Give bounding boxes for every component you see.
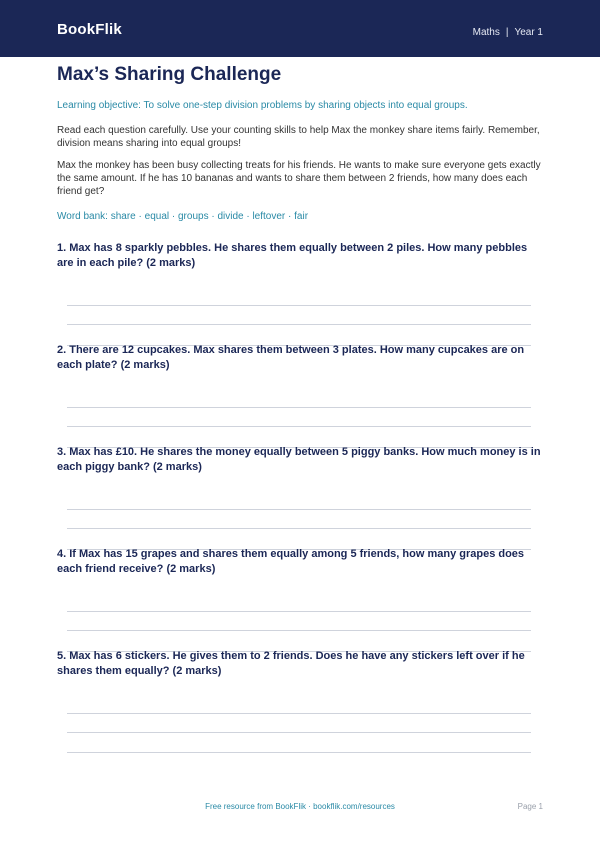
question-4 — [57, 547, 543, 577]
answer-line[interactable] — [67, 630, 531, 631]
worksheet-title: Max’s Sharing Challenge — [57, 64, 282, 85]
question-text: 2. There are 12 cupcakes. Max shares them between 3 plates. How many cupcakes are on each plate? (2 marks) — [57, 344, 525, 371]
page-header — [0, 0, 600, 57]
answer-line[interactable] — [67, 752, 531, 753]
question-1 — [57, 241, 543, 271]
word-bank: Word bank: share · equal · groups · divide · leftover · fair — [57, 211, 309, 222]
question-text: 3. Max has £10. He shares the money equally between 5 piggy banks. How much money is in each piggy bank? (2 marks) — [57, 446, 541, 473]
question-text: 1. Max has 8 sparkly pebbles. He shares them equally between 2 piles. How many pebbles are in each pile? (2 marks) — [57, 242, 528, 269]
question-text: 4. If Max has 15 grapes and shares them equally among 5 friends, how many grapes does each friend receive? (2 marks) — [57, 548, 525, 575]
meta-separator: | — [505, 27, 509, 38]
question-text: 5. Max has 6 stickers. He gives them to 2 friends. Does he have any stickers left over if he shares them equally? (2 marks) — [57, 650, 525, 677]
answer-line[interactable] — [67, 426, 531, 427]
footer-resource-link[interactable]: Free resource from BookFlik · bookflik.com/resources — [205, 802, 395, 811]
question-2 — [57, 343, 543, 373]
answer-line[interactable] — [67, 407, 531, 408]
brand-logo[interactable]: BookFlik — [57, 21, 122, 38]
answer-line[interactable] — [67, 611, 531, 612]
subject-label: Maths — [472, 27, 500, 38]
year-label: Year 1 — [514, 27, 543, 38]
answer-line[interactable] — [67, 509, 531, 510]
intro-instructions: Read each question carefully. Use your counting skills to help Max the monkey share items fairly. Remember, division means sharing into equal groups! — [57, 125, 540, 149]
page-number: Page 1 — [517, 802, 543, 811]
subject-year-label — [473, 27, 543, 38]
answer-line[interactable] — [67, 713, 531, 714]
intro-story: Max the monkey has been busy collecting treats for his friends. He wants to make sure everyone gets exactly the same amount. If he has 10 bananas and wants to share them between 2 friends, how many does each friend get? — [57, 160, 541, 197]
question-3 — [57, 445, 543, 475]
question-5 — [57, 649, 543, 679]
answer-line[interactable] — [67, 324, 531, 325]
answer-line[interactable] — [67, 305, 531, 306]
learning-objective: Learning objective: To solve one-step division problems by sharing objects into equal groups. — [57, 100, 468, 111]
answer-line[interactable] — [67, 528, 531, 529]
answer-line[interactable] — [67, 732, 531, 733]
